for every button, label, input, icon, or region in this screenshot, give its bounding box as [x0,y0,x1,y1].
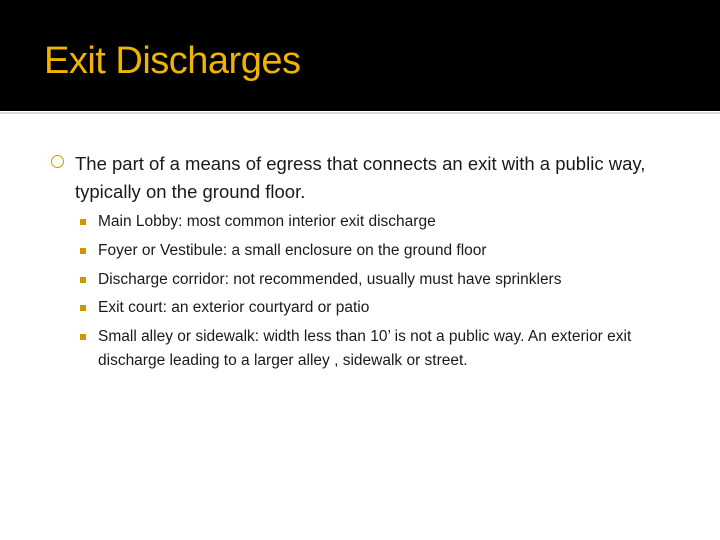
square-bullet-icon [80,248,86,254]
sub-point: Main Lobby: most common interior exit discharge [98,213,436,230]
divider [0,112,720,114]
title-bar [0,0,720,111]
square-bullet-icon [80,334,86,340]
main-point: The part of a means of egress that connects an exit with a public way, typically on the ground floor. [75,153,646,202]
sub-point: Exit court: an exterior courtyard or patio [98,299,370,316]
sub-point: Discharge corridor: not recommended, usually must have sprinklers [98,271,562,288]
square-bullet-icon [80,219,86,225]
slide-title: Exit Discharges [44,40,301,82]
circle-bullet-icon [51,155,64,168]
square-bullet-icon [80,277,86,283]
square-bullet-icon [80,305,86,311]
sub-point: Small alley or sidewalk: width less than 10’ is not a public way. An exterior exit discharge leading to a larger alley , sidewalk or street. [98,328,632,369]
sub-point: Foyer or Vestibule: a small enclosure on the ground floor [98,242,487,259]
